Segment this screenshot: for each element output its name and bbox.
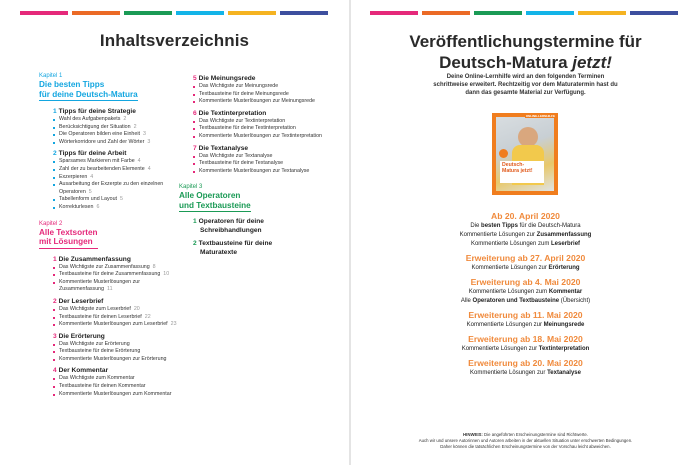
page-number: 23 [170,321,177,328]
section-number: 6 [193,109,197,117]
page-number: 5 [120,196,123,203]
toc-item: Die Operatoren bilden eine Einheit 3 [53,131,179,139]
page-title: Inhaltsverzeichnis [99,31,250,50]
toc-section [193,74,333,106]
section-number: 7 [193,144,197,152]
chapter-label: Kapitel 3 [179,184,203,191]
schedule-entry [351,309,700,330]
toc-section [193,218,333,235]
toc-section [193,240,333,257]
chapter-title-line: mit Lösungen [39,237,93,247]
schedule-line: Kommentierte Lösungen zur Meinungsrede [466,322,585,328]
toc-item: Kommentierte Musterlösungen zum Leserbrief 23 [53,321,179,329]
toc-item: Textbausteine für deine Textanalyse [193,160,333,168]
toc-item: Das Wichtigste zur Textinterpretation [193,118,333,126]
section-number: 2 [53,297,57,305]
page-number: 6 [96,203,100,210]
toc-item: Textbausteine für deine Erörterung [53,348,179,356]
toc-item: Ausarbeitung der Exzerpte zu den einzelnen Operatoren 5 [53,181,179,196]
cover-badge-icon [499,149,508,158]
page-number: 3 [147,138,151,145]
intro-text: Deine Online-Lernhilfe wird an den folgenden Terminen schrittweise erweitert. Rechtzeitig vor dem Maturatermin hast du dann das gesamte Material zur Verfügung. [433,74,618,97]
schedule-entry [351,210,700,249]
schedule-date: Erweiterung ab 11. Mai 2020 [468,310,583,320]
section-number: 2 [193,240,197,248]
page-number: 3 [142,131,146,138]
toc-item: Sparsames Markieren mit Farbe 4 [53,158,179,166]
page-number: 2 [133,123,137,130]
title-emphasis: jetzt! [572,53,612,72]
section-title: Maturatexte [200,248,238,256]
toc-item: Textbausteine für deinen Leserbrief 22 [53,314,179,322]
section-title: Die Textinterpretation [198,109,267,117]
chapter-label: Kapitel 2 [39,220,63,227]
page-number: 4 [147,165,151,172]
title-line: Veröffentlichungstermine für [409,32,642,51]
schedule-date: Erweiterung ab 4. Mai 2020 [470,277,581,287]
toc-item: Kommentierte Musterlösungen zur Zusammenfassung 11 [53,279,179,294]
schedule-line: Die besten Tipps für die Deutsch-Matura [470,223,581,229]
color-segment [20,11,68,15]
schedule-entry [351,276,700,306]
section-title: Tipps für deine Arbeit [58,150,127,158]
color-segment [578,11,626,15]
toc-section [53,332,179,364]
section-number: 1 [193,218,197,226]
toc-item: Korrekturlesen 6 [53,204,179,212]
page-number: 4 [90,173,94,180]
toc-section [53,297,179,329]
toc-item: Zahl der zu bearbeitenden Elemente 4 [53,166,179,174]
chapter-title [39,80,138,101]
schedule-date: Erweiterung ab 18. Mai 2020 [468,334,583,344]
color-segment [72,11,120,15]
toc-item: Das Wichtigste zur Textanalyse [193,153,333,161]
section-number: 2 [53,150,57,158]
chapter-title [39,228,98,249]
toc-item: Textbausteine für deine Zusammenfassung 10 [53,271,179,279]
footnote: HINWEIS: Die angeführten Erscheinungstermine sind Richtwerte. Auch wir und unsere Autorinnen und Autoren arbeiten in der aktuellen Situation unter erschwerten Bedingungen. Daher können die tatsächlichen Erscheinungstermine von der Vorschau leicht abweichen. [418,432,633,449]
schedule-line: Kommentierte Lösungen zur Zusammenfassung [459,232,592,238]
page-number: 8 [152,263,156,270]
title-line: Deutsch-Matura [439,53,573,72]
schedule-date: Erweiterung ab 20. Mai 2020 [468,358,583,368]
toc-item: Wahl des Aufgabenpakets 2 [53,116,179,124]
chapter-title [179,191,251,212]
color-bar [370,11,678,15]
schedule-line: Alle Operatoren und Textbausteine (Übersicht) [460,298,591,304]
chapter-title-line: Alle Textsorten [39,227,98,237]
color-segment [280,11,328,15]
toc-item: Berücksichtigung der Situation 2 [53,124,179,132]
section-number: 1 [53,108,57,115]
toc-item: Kommentierte Musterlösungen zur Textinterpretation [193,133,333,141]
chapter-label: Kapitel 1 [39,73,63,79]
release-schedule [351,210,700,381]
color-segment [474,11,522,15]
page-number: 10 [163,271,170,278]
toc-section [53,107,179,146]
schedule-entry [351,333,700,354]
chapter-2 [39,220,179,249]
toc-column-1 [39,72,179,401]
cover-person-head [518,127,538,147]
cover-title: Deutsch- Matura jetzt! [502,162,533,174]
section-title: Die Zusammenfassung [58,255,131,263]
toc-item: Kommentierte Musterlösungen zur Textanalyse [193,168,333,176]
page-title [351,31,700,73]
page-number: 2 [123,116,127,122]
section-title: Die Textanalyse [198,144,249,152]
toc-item: Kommentierte Musterlösungen zur Erörterung [53,356,179,364]
note-label: HINWEIS: [463,432,483,437]
section-title: Operatoren für deine [198,218,264,226]
release-dates-page [351,0,700,465]
color-bar [20,11,328,15]
section-title: Der Leserbrief [58,297,104,305]
color-segment [630,11,678,15]
schedule-line: Kommentierte Lösungen zur Textanalyse [470,370,581,376]
section-title: Schreibhandlungen [200,226,262,234]
color-segment [176,11,224,15]
chapter-title-line: und Textbausteine [179,200,251,210]
color-segment [124,11,172,15]
toc-section [53,366,179,398]
book-cover-image [492,113,558,195]
page-number: 4 [137,158,141,165]
toc-item: Wörterkorridore und Zahl der Wörter 3 [53,139,179,147]
section-number: 5 [193,75,197,82]
toc-section [193,144,333,176]
color-segment [526,11,574,15]
toc-section [53,149,179,211]
section-title: Der Kommentar [58,367,109,375]
toc-item: Tabellenform und Layout 5 [53,196,179,204]
section-number: 4 [53,367,57,375]
toc-column-2 [179,74,333,262]
toc-page [0,0,349,465]
chapter-1 [39,72,179,101]
page-number: 11 [107,286,113,293]
chapter-title-line: Alle Operatoren [179,191,241,201]
chapter-title-line: Die besten Tipps [39,80,105,89]
toc-item: Kommentierte Musterlösungen zum Kommentar [53,391,179,399]
section-number: 3 [53,332,57,340]
schedule-entry [351,252,700,273]
color-segment [228,11,276,15]
page-number: 22 [144,313,151,320]
schedule-date: Ab 20. April 2020 [491,211,560,221]
toc-section [53,255,179,294]
chapter-3 [179,183,333,212]
section-title: Tipps für deine Strategie [58,108,136,115]
toc-item: Textbausteine für deinen Kommentar [53,383,179,391]
toc-item: Das Wichtigste zum Kommentar [53,375,179,383]
toc-section [193,109,333,141]
toc-item: Exzerpieren 4 [53,174,179,182]
section-title: Textbausteine für deine [198,240,273,248]
schedule-line: Kommentierte Lösungen zur Textinterpretation [461,346,590,352]
schedule-line: Kommentierte Lösungen zum Kommentar [468,289,583,295]
schedule-line: Kommentierte Lösungen zum Leserbrief [470,241,581,247]
color-segment [370,11,418,15]
section-title: Die Meinungsrede [198,75,256,82]
color-segment [422,11,470,15]
toc-item: Kommentierte Musterlösungen zur Meinungsrede [193,98,333,106]
page-number: 20 [133,305,140,312]
cover-brand: ONLINE-LERNHILFE [525,114,555,118]
schedule-entry [351,357,700,378]
section-title: Die Erörterung [58,332,105,340]
toc-item: Textbausteine für deine Meinungsrede [193,91,333,99]
toc-item: Das Wichtigste zur Erörterung [53,341,179,349]
schedule-line: Kommentierte Lösungen zur Erörterung [471,265,580,271]
toc-item: Das Wichtigste zum Leserbrief 20 [53,306,179,314]
toc-item: Das Wichtigste zur Meinungsrede [193,83,333,91]
toc-item: Textbausteine für deine Textinterpretation [193,125,333,133]
section-number: 1 [53,255,57,263]
page-number: 5 [88,188,92,195]
schedule-date: Erweiterung ab 27. April 2020 [465,253,586,263]
chapter-title-line: für deine Deutsch-Matura [39,89,138,99]
toc-item: Das Wichtigste zur Zusammenfassung 8 [53,264,179,272]
